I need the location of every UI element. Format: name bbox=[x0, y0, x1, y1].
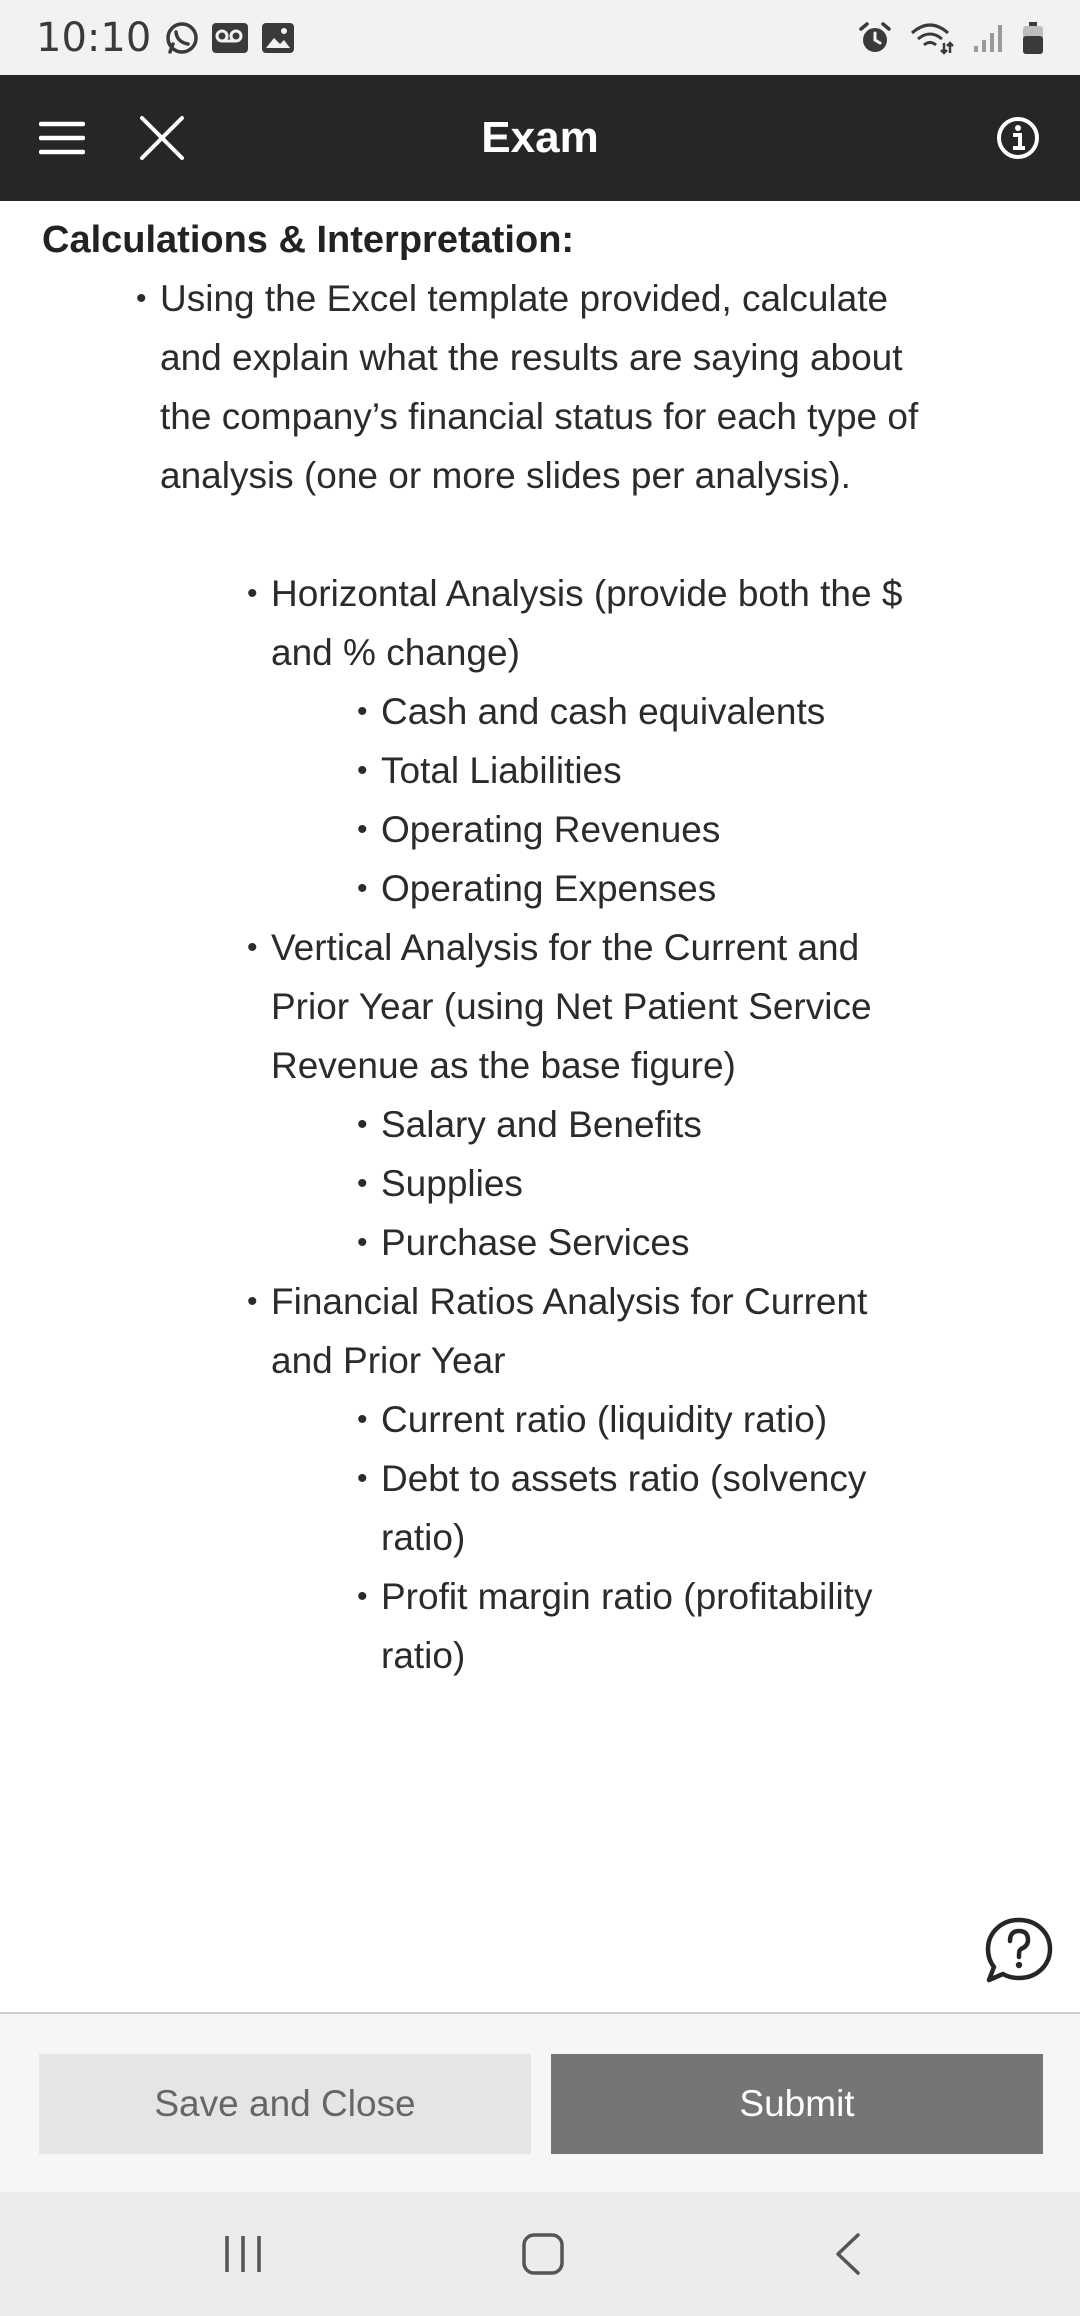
status-left-icons bbox=[163, 19, 297, 57]
list-item: • Horizontal Analysis (provide both the $ and % change) bbox=[247, 573, 903, 673]
list-item: • Profit margin ratio (profitability ratio) bbox=[357, 1576, 873, 1676]
gallery-icon bbox=[259, 19, 297, 57]
list-item: • Debt to assets ratio (solvency ratio) bbox=[357, 1458, 867, 1558]
recent-apps-button[interactable] bbox=[163, 2192, 323, 2316]
home-icon bbox=[521, 2232, 565, 2276]
list-item: • Supplies bbox=[357, 1163, 523, 1204]
list-item: • Operating Revenues bbox=[357, 809, 721, 850]
app-header bbox=[0, 75, 1080, 201]
list-item: • Current ratio (liquidity ratio) bbox=[357, 1399, 828, 1440]
whatsapp-icon bbox=[163, 19, 201, 57]
list-item: • Operating Expenses bbox=[357, 868, 717, 909]
list-item: • Purchase Services bbox=[357, 1222, 690, 1263]
info-button[interactable] bbox=[968, 75, 1068, 201]
save-and-close-button[interactable]: Save and Close bbox=[39, 2054, 531, 2154]
help-bubble-icon bbox=[984, 1916, 1054, 1986]
recent-apps-icon bbox=[221, 2234, 265, 2274]
list-item: • Financial Ratios Analysis for Current and Prior Year bbox=[247, 1281, 868, 1381]
exam-content bbox=[0, 201, 1080, 2012]
info-icon bbox=[995, 115, 1041, 161]
list-item: • Vertical Analysis for the Current and Prior Year (using Net Patient Service Revenue as the base figure) bbox=[247, 927, 872, 1086]
section-heading: Calculations & Interpretation: bbox=[42, 219, 575, 261]
signal-icon bbox=[972, 19, 1004, 57]
status-time: 10:10 bbox=[36, 14, 152, 61]
help-button[interactable] bbox=[965, 1914, 1073, 1988]
list-item: • Salary and Benefits bbox=[357, 1104, 702, 1145]
status-bar bbox=[0, 0, 1080, 75]
battery-icon bbox=[1022, 19, 1044, 57]
back-icon bbox=[832, 2232, 862, 2276]
back-button[interactable] bbox=[767, 2192, 927, 2316]
footer-bar bbox=[0, 2012, 1080, 2192]
system-nav-bar bbox=[0, 2192, 1080, 2316]
wifi-icon bbox=[910, 19, 954, 57]
submit-button[interactable]: Submit bbox=[551, 2054, 1043, 2154]
list-item: • Cash and cash equivalents bbox=[357, 691, 826, 732]
page-title: Exam bbox=[481, 113, 599, 162]
list-item: • Total Liabilities bbox=[357, 750, 622, 791]
status-right-icons bbox=[858, 19, 1044, 57]
home-button[interactable] bbox=[463, 2192, 623, 2316]
alarm-icon bbox=[858, 19, 892, 57]
voicemail-icon bbox=[211, 19, 249, 57]
list-item: • Using the Excel template provided, calculate and explain what the results are saying about the company’s financial status for each type of analysis (one or more slides per analysis). bbox=[136, 278, 919, 496]
